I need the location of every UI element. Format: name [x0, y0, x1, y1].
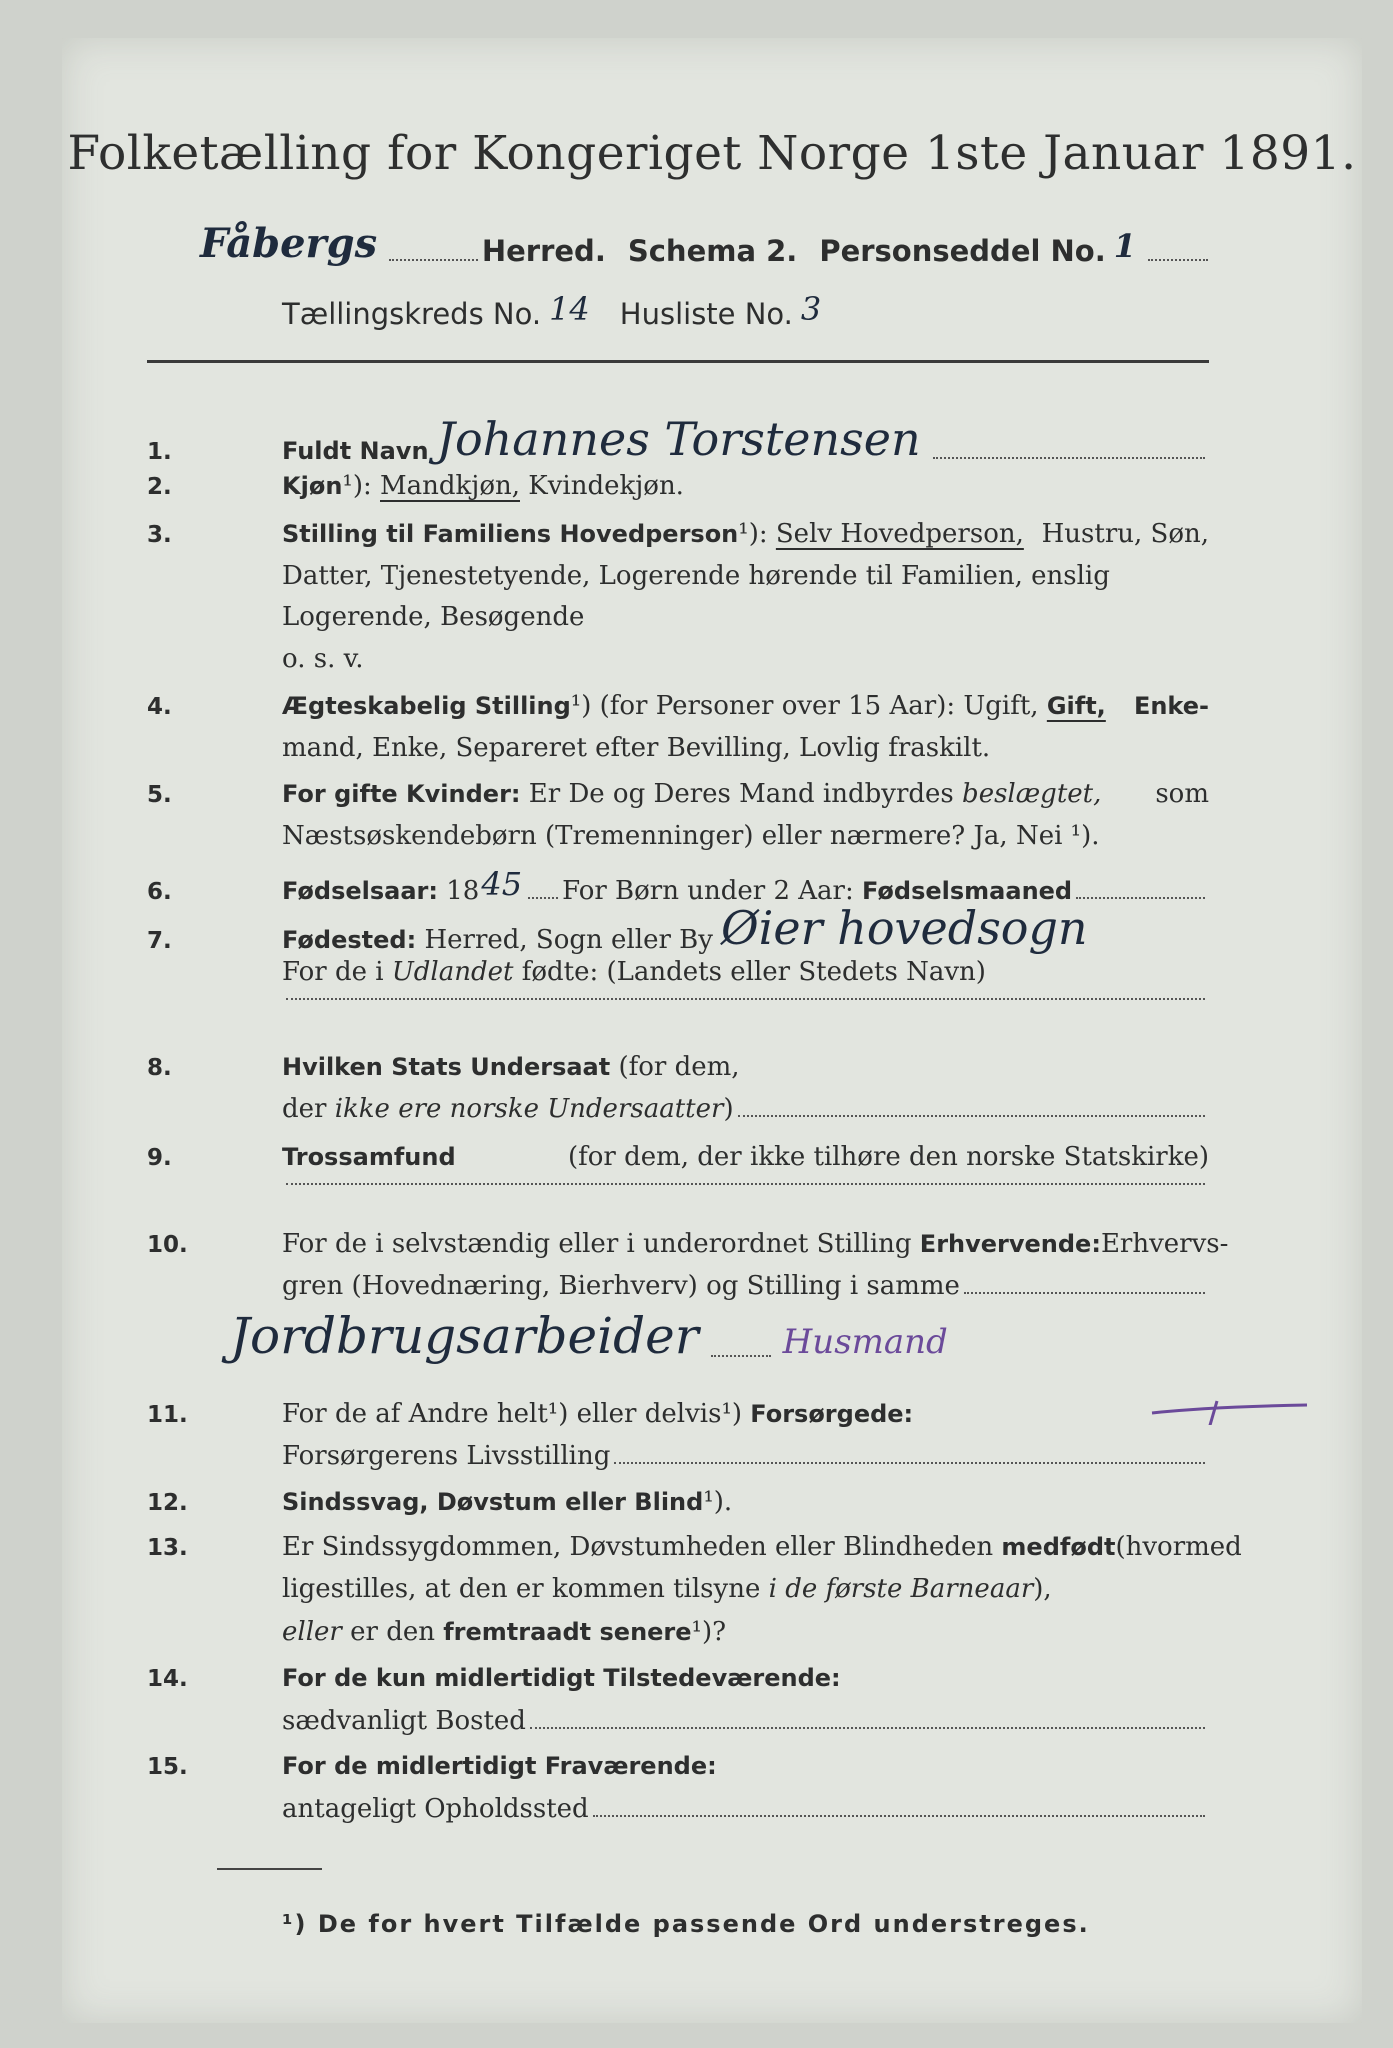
item-10-line-3	[222, 1307, 1242, 1366]
footnote-ref: ¹):	[342, 471, 372, 501]
item-7-line-2	[282, 956, 1209, 988]
options-text: mand, Enke, Separeret efter Bevilling, Lovlig fraskilt.	[282, 733, 991, 763]
question-text: Er De og Deres Mand indbyrdes	[528, 779, 954, 809]
question-text: eller delvis	[576, 1399, 722, 1429]
item-4	[147, 690, 1209, 723]
item-13	[147, 1531, 1242, 1564]
question-text: eller	[282, 1617, 342, 1647]
question-text: (for dem, der ikke tilhøre den norske Statskirke)	[567, 1142, 1209, 1172]
footnote-ref: ¹)	[547, 1399, 569, 1429]
header-line-2	[282, 290, 1152, 333]
item-number: 14.	[147, 1666, 188, 1692]
question-text: Udlandet	[391, 957, 514, 987]
item-number: 6.	[147, 879, 172, 905]
footnote: ¹) De for hvert Tilfælde passende Ord understreges.	[282, 1910, 1090, 1938]
question-text: antageligt Opholdssted	[282, 1794, 589, 1824]
question-text: er den	[350, 1617, 435, 1647]
item-label: Fødselsaar:	[282, 877, 438, 905]
question-text: Næstsøskendebørn (Tremenninger) eller nærmere? Ja, Nei ¹).	[282, 821, 1100, 851]
item-1	[147, 412, 1209, 468]
item-number: 4.	[147, 694, 172, 720]
footnote-ref: ¹)?	[691, 1617, 727, 1647]
husliste-label: Husliste No.	[619, 297, 793, 331]
item-number: 15.	[147, 1754, 188, 1780]
item-4-line-2	[282, 732, 1209, 764]
question-text: ikke ere norske Undersaatter	[334, 1094, 724, 1124]
item-8	[147, 1051, 1209, 1084]
question-text: ),	[1033, 1574, 1052, 1604]
item-11	[147, 1398, 1209, 1431]
question-text: For Børn under 2 Aar:	[562, 876, 854, 906]
item-number: 12.	[147, 1490, 188, 1516]
item-8-line-2: der ikke ere norske Undersaatter )	[282, 1093, 1209, 1126]
item-7	[147, 901, 1209, 957]
item-label: Sindssvag, Døvstum eller Blind	[282, 1488, 704, 1516]
question-text: fødte: (Landets eller Stedets Navn)	[521, 957, 986, 987]
item-label: Forsørgede:	[750, 1400, 914, 1428]
options-text: (for Personer over 15 Aar): Ugift,	[599, 691, 1039, 721]
item-label: For de kun midlertidigt Tilstedeværende:	[282, 1664, 841, 1692]
item-label: fremtraadt senere	[443, 1618, 692, 1646]
item-number: 9.	[147, 1145, 172, 1171]
occupation-value: Jordbrugsarbeider	[230, 1307, 699, 1365]
question-text: Erhvervs-	[1100, 1229, 1229, 1259]
options-text: Datter, Tjenestetyende, Logerende hørende til Familien, enslig	[282, 561, 1110, 591]
item-14	[147, 1662, 1209, 1695]
question-text: Herred, Sogn eller By	[424, 925, 713, 955]
item-label: Undersaat	[470, 1053, 611, 1081]
item-number: 10.	[147, 1232, 188, 1258]
header-line-1	[192, 220, 1212, 270]
kreds-value: 14	[549, 290, 590, 328]
item-label: Kjøn	[282, 472, 343, 500]
item-13-line-3	[282, 1616, 1209, 1648]
birth-year-value: 45	[481, 865, 523, 903]
item-9-line-2	[282, 1183, 1209, 1194]
question-text: For de af Andre helt	[282, 1399, 548, 1429]
herred-label: Herred.	[481, 234, 606, 268]
item-number: 8.	[147, 1055, 172, 1081]
item-10	[147, 1228, 1229, 1261]
personseddel-value: 1	[1113, 227, 1136, 265]
footnote-rule	[217, 1868, 322, 1870]
census-form-sheet	[62, 38, 1362, 2023]
item-label: Stilling til Familiens Hovedperson	[282, 520, 739, 548]
item-label: Fuldt Navn	[282, 437, 429, 465]
item-14-line-2	[282, 1705, 1209, 1738]
item-number: 3.	[147, 522, 172, 548]
husliste-value: 3	[800, 290, 822, 328]
question-text: som	[1155, 779, 1209, 809]
item-11-line-2	[282, 1440, 1209, 1473]
question-text: (for dem,	[618, 1052, 740, 1082]
item-12	[147, 1486, 1209, 1519]
item-3-line-4	[282, 643, 1209, 675]
item-label: Erhvervende:	[919, 1230, 1101, 1258]
question-text: Er Sindssygdommen, Døvstumheden eller Blindheden	[282, 1532, 994, 1562]
item-15-line-2	[282, 1793, 1209, 1826]
item-label: For gifte Kvinder:	[282, 780, 521, 808]
header-rule	[147, 360, 1209, 363]
item-label: Hvilken Stats	[282, 1053, 462, 1081]
options-text: Enke-	[1133, 692, 1209, 720]
item-number: 7.	[147, 928, 172, 954]
occupation-value-2: Husmand	[782, 1322, 948, 1362]
item-15	[147, 1750, 1209, 1783]
options-text: o. s. v.	[282, 644, 364, 674]
footnote-ref: ¹)	[570, 691, 592, 721]
item-label: Trossamfund	[282, 1143, 456, 1171]
question-text: ligestilles, at den er kommen tilsyne	[282, 1574, 761, 1604]
item-3-line-2	[282, 560, 1209, 592]
item-13-line-2	[282, 1573, 1209, 1605]
item-label: medfødt	[1001, 1533, 1116, 1561]
kreds-label: Tællingskreds No.	[282, 297, 542, 331]
birthplace-value: Øier hovedsogn	[720, 901, 1088, 955]
form-title: Folketælling for Kongeriget Norge 1ste Januar 1891.	[67, 126, 1357, 181]
year-prefix: 18	[446, 876, 480, 906]
item-7-line-3	[282, 998, 1209, 1009]
item-number: 1.	[147, 439, 172, 465]
item-number: 5.	[147, 782, 172, 808]
question-text: For de i	[282, 957, 384, 987]
options-text: Hustru, Søn,	[1041, 519, 1209, 549]
question-text: gren (Hovednæring, Bierhverv) og Stilling i samme	[282, 1271, 960, 1301]
item-5	[147, 778, 1209, 811]
option-selected: Selv Hovedperson,	[775, 519, 1024, 549]
item-5-line-2	[282, 820, 1209, 852]
item-3	[147, 518, 1209, 551]
item-number: 2.	[147, 474, 172, 500]
item-10-line-2	[282, 1270, 1209, 1303]
item-label: Fødselsmaaned	[862, 877, 1073, 905]
item-2	[147, 470, 1209, 503]
item-3-line-3	[282, 601, 1209, 633]
option-selected: Gift,	[1046, 692, 1106, 720]
personseddel-label: Personseddel No.	[819, 234, 1106, 268]
question-text: For de i selvstændig eller i underordnet Stilling	[282, 1229, 912, 1259]
item-9	[147, 1141, 1209, 1174]
item-number: 11.	[147, 1402, 188, 1428]
item-label: For de midlertidigt Fraværende:	[282, 1752, 717, 1780]
question-text: sædvanligt Bosted	[282, 1706, 526, 1736]
name-value: Johannes Torstensen	[436, 412, 921, 466]
options-text: Logerende, Besøgende	[282, 602, 585, 632]
option-selected: Mandkjøn,	[380, 471, 520, 501]
question-text: der	[282, 1094, 327, 1124]
question-text: i de første Barneaar	[768, 1574, 1034, 1604]
option: Kvindekjøn.	[528, 471, 684, 501]
question-text: (hvormed	[1115, 1532, 1242, 1562]
herred-value: Fåbergs	[200, 220, 378, 267]
item-label: Ægteskabelig Stilling	[282, 692, 571, 720]
question-text: Forsørgerens Livsstilling	[282, 1441, 611, 1471]
footnote-ref: ¹).	[703, 1487, 733, 1517]
footnote-ref: ¹)	[721, 1399, 743, 1429]
item-label: Fødested:	[282, 926, 417, 954]
question-text: beslægtet,	[962, 779, 1102, 809]
item-number: 13.	[147, 1535, 188, 1561]
schema-label: Schema 2.	[627, 234, 798, 268]
footnote-ref: ¹):	[738, 519, 768, 549]
